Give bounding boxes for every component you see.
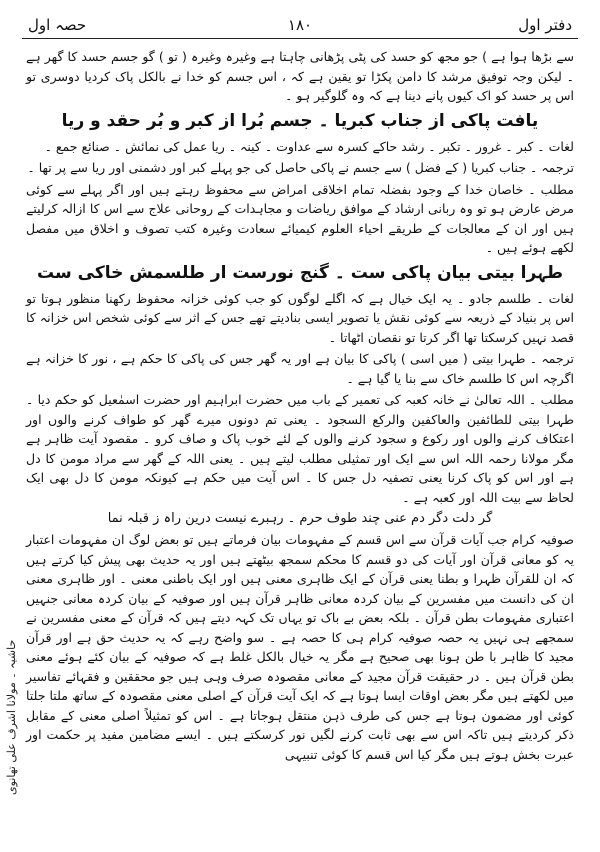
- verse-line: یافت پاکی از جناب کبریا ۔ جسم بُرا از کبر و بُر حقد و ریا: [61, 110, 539, 131]
- body-paragraph: صوفیہ کرام جب آیات قرآن سے اس قسم کے مفہومات بیان فرماتے ہیں تو بعض لوگ ان مفہومات اعتبار یہ کو معانی قرآن اور آیات کی دو قسم کا محکم سمجھ بیٹھتے ہیں اور یہ حدیث بھی پیش کیا کرتے ہیں کہ ان للقرآن ظہرا و بطنا یعنی قرآن کے ایک ظاہری معنی ہیں اور ایک باطنی معنی ۔ اور ظاہری معنی ان کی دانست میں مفسرین کے بیان کردہ معانی ظاہر قرآن ہیں اور صوفیہ کے بیان کردہ معانی جنہیں اعتباری مفہومات بطن قرآن ۔ بلکہ بعض بے باک تو یہاں تک کہہ دیتے ہیں کہ قرآن کے معنی مفسرین نے سمجھے ہی نہیں یہ حصہ صوفیہ کرام ہی کا حصہ ہے ۔ سو واضح رہے کہ یہ حدیث حق ہے اور قرآن مجید کا ظاہر با طن ہونا بھی صحیح ہے مگر یہ خیال بالکل غلط ہے کہ صوفیہ کے بیان کئے ہوئے معنی بطن قرآن ہیں ۔ در حقیقت قرآن مجید کے معانی مقصودہ صرف وہی ہیں جو محققین و فقہائے تفاسیر میں لکھتے ہیں مگر بعض اوقات ایسا ہوتا ہے کہ ایک آیت قرآن کے اصلی معنی مقصودہ کے ساتھ ملتا جلتا کوئی اور مضمون ہوتا ہے جس کی طرف ذہن منتقل ہوجاتا ہے ۔ اس کو تمثیلاً اصلی معنی کے مقابل ذکر کردیتے ہیں تاکہ اس سے بھی ثابت کرنے لگیں نور کرسکتے ہیں ۔ ایسے مضامین مفید پر حکمت اور عبرت بخش ہوتے ہیں مگر کیا اس قسم کا کوئی تنبیہی: [26, 532, 574, 762]
- body-paragraph: لغات ۔ طلسم جادو ۔ یہ ایک خیال ہے کہ اگلے لوگوں کو جب کوئی خزانہ محفوظ رکھنا منظور ہوتا تو اس پر بنیاد کے ذریعہ سے کوئی نقش یا تصویر ایسی بنادیتے تھے جس کے اثر سے کوئی شخص اس خزانہ کا قصد نہیں کرسکتا تھا اگر کرتا تو نقصان اٹھاتا ۔: [26, 290, 574, 345]
- page-number: ۱۸۰: [287, 16, 313, 34]
- margin-handwritten-note: حاشیہ ۔ مولانا اشرف علی تھانوی: [5, 640, 18, 796]
- page-header: [22, 8, 578, 39]
- header-book-title: دفتر اول: [518, 16, 572, 34]
- verse-small-line: گر دلت دگر دم عنی چند طوف حرم ۔ رہبرے نیست درین راہ ز قبلہ نما: [107, 511, 493, 526]
- body-paragraph: سے بڑھا ہوا ہے ) جو مجھ کو حسد کی پٹی پڑھانی چاہتا ہے وغیرہ وغیرہ ( تو ) گو جسم حسد کا گھر ہے ۔ لیکن وجہ توفیق مرشد کا دامن پکڑا تو یقین ہے کہ ، اس جسم کو خدا نے بالکل پاک کردیا دوسری تو اس پر حسد کو اک کیوں پانے دینا ہے کہ وہ گلوگیر ہو ۔: [26, 49, 574, 103]
- page-body: [22, 47, 578, 764]
- body-paragraph: ترجمہ ۔ جناب کبریا ( کے فضل ) سے جسم نے پاکی حاصل کی جو پہلے کبر اور دشمنی اور ریا سے پر تھا ۔: [27, 160, 574, 175]
- body-paragraph: لغات ۔ کبر ۔ غرور ۔ تکبر ۔ رشد حاکے کسرہ سے عداوت ۔ کینہ ۔ ریا عمل کی نمائش ۔ صنائع جمع ۔: [44, 138, 574, 154]
- header-section-label: حصہ اول: [28, 16, 87, 34]
- body-paragraph: ترجمہ ۔ طہرا بیتی ( میں اسی ) پاکی کا بیان ہے اور یہ گھر جس کی پاکی کا حکم ہے ، نور کا خزانہ ہے اگرچہ اس کا طلسم خاک سے بنا یا گیا ہے ۔: [26, 351, 574, 386]
- body-paragraph: مطلب ۔ اللہ تعالیٰ نے خانہ کعبہ کی تعمیر کے باب میں حضرت ابراہیم اور حضرت اسمٰعیل کو حکم دیا ۔ طہرا بیتی للطائفین والعاکفین والرکع السجود ۔ یعنی تم دونوں میرے گھر کو طواف کرنے والوں اور اعتکاف کرنے والوں اور رکوع و سجود کرنے والوں کے لئے خوب پاک و صاف کرو ۔ مقصود آیت ظاہر ہے مگر مولانا رحمہ اللہ اس سے ایک اور تمثیلی مطلب لیتے ہیں ۔ یعنی اللہ کے گھر سے مراد مومن کا دل ہے اور اس کو پاک کرنا یعنی تصفیہ دل جس کا ۔ اس آیت میں حکم ہے کیونکہ مومن کا دل بھی ایک لحاظ سے بیت اللہ اور کعبہ ہے ۔: [26, 392, 574, 505]
- body-paragraph: مطلب ۔ خاصان خدا کے وجود بفضلہ تمام اخلاقی امراض سے محفوظ رہتے ہیں اور اگر پہلے سے کوئی مرض عارض ہو تو وہ ربانی ارشاد کے موافق ریاضات و مجاہدات کے روحانی علاج سے اس کا ازالہ کرلیتے ہیں اور ان کے معالجات کے طریقے احیاء العلوم کیمیائے سعادت وغیرہ کتب تصوف و اخلاق میں مفصل لکھے ہوئے ہیں ۔: [26, 181, 574, 255]
- verse-line: طہرا بیتی بیان پاکی ست ۔ گنج نورست ار طلسمش خاکی ست: [36, 262, 564, 283]
